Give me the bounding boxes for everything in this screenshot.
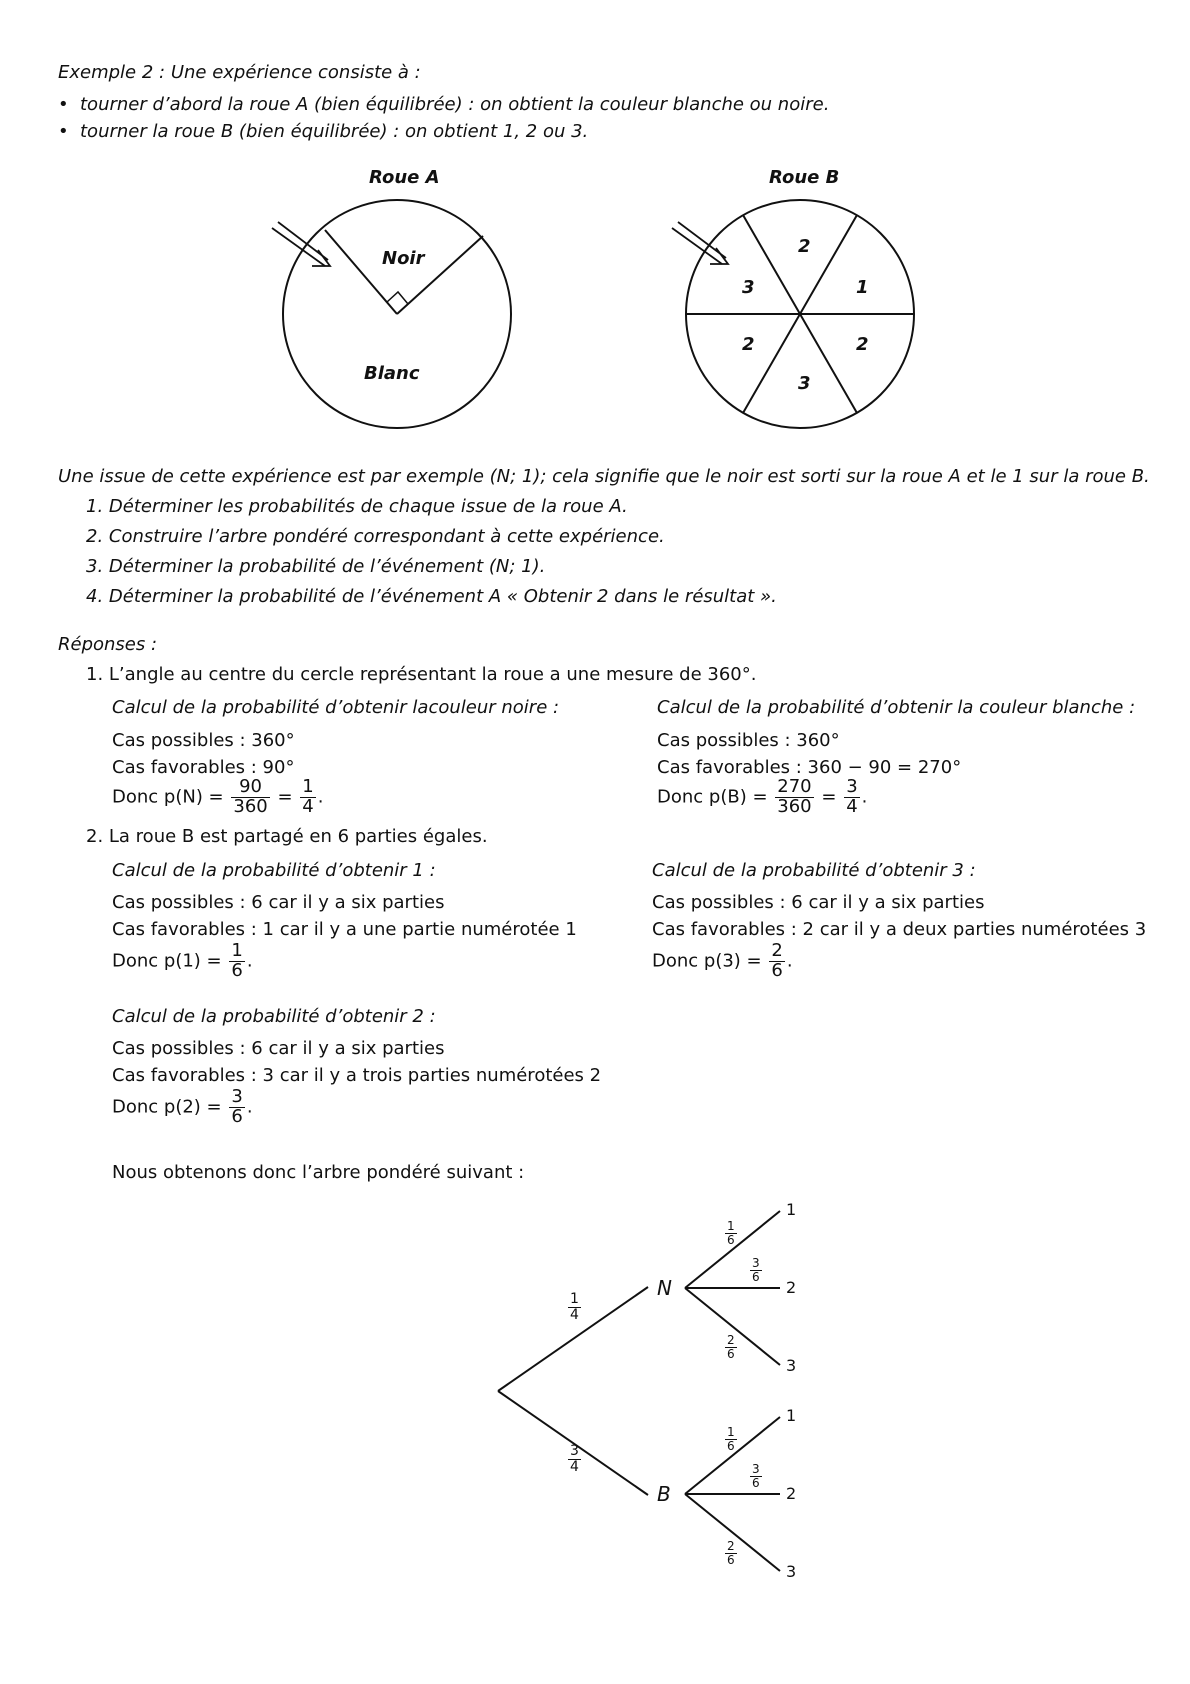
wheel-a	[272, 200, 511, 428]
blanc-donc-label: Donc p(B) =	[657, 786, 768, 808]
noir-calc-title: Calcul de la probabilité d’obtenir lacouleur noire :	[112, 697, 560, 718]
p2-calc-title: Calcul de la probabilité d’obtenir 2 :	[112, 1006, 436, 1027]
tree-b-weight-1: $\frac{1}{6}$	[727, 1425, 735, 1453]
probability-tree	[498, 1211, 780, 1571]
tree-leaf: 2	[786, 1278, 797, 1297]
wheel-a-noir-label: Noir	[382, 248, 425, 269]
p2-cas-possibles: Cas possibles : 6 car il y a six parties	[112, 1038, 445, 1059]
noir-cas-possibles: Cas possibles : 360°	[112, 730, 295, 751]
p3-fraction: $\frac{2}{6}$	[771, 940, 783, 981]
tree-leaf: 2	[786, 1484, 797, 1503]
question-3: 3. Déterminer la probabilité de l’événement (N; 1).	[86, 556, 546, 577]
wheel-b-sector-bottom: 3	[798, 373, 811, 394]
blanc-calc-title: Calcul de la probabilité d’obtenir la couleur blanche :	[657, 697, 1136, 718]
p2-cas-favorables: Cas favorables : 3 car il y a trois parties numérotées 2	[112, 1065, 602, 1086]
blanc-fraction-1: $\frac{270}{360}$	[777, 776, 812, 817]
period: .	[861, 786, 868, 808]
tree-weight-n: $\frac{1}{4}$	[570, 1291, 579, 1323]
p1-calc-title: Calcul de la probabilité d’obtenir 1 :	[112, 860, 436, 881]
p1-fraction: $\frac{1}{6}$	[231, 940, 243, 981]
noir-cas-favorables: Cas favorables : 90°	[112, 757, 295, 778]
wheel-a-title: Roue A	[369, 167, 440, 188]
period: .	[246, 950, 253, 972]
wheel-b-sector-upper-right: 1	[856, 277, 869, 298]
tree-node-n: N	[657, 1276, 672, 1300]
bullet-dot: •	[58, 94, 69, 115]
p1-cas-possibles: Cas possibles : 6 car il y a six parties	[112, 892, 445, 913]
tree-leaf: 1	[786, 1200, 797, 1219]
p3-donc	[652, 942, 793, 981]
wheel-b-title: Roue B	[769, 167, 840, 188]
wheel-b	[672, 200, 914, 428]
right-angle-mark	[387, 292, 408, 304]
tree-b-weight-3: $\frac{2}{6}$	[727, 1539, 735, 1567]
wheel-b-sector-lower-right: 2	[856, 334, 869, 355]
tree-leaf: 1	[786, 1406, 797, 1425]
blanc-fraction-2: $\frac{3}{4}$	[846, 776, 858, 817]
p3-cas-possibles: Cas possibles : 6 car il y a six parties	[652, 892, 985, 913]
tree-b-weight-2: $\frac{3}{6}$	[752, 1462, 760, 1490]
tree-node-b: B	[657, 1482, 671, 1506]
bullet-dot: •	[58, 121, 69, 142]
wheel-b-sector-upper-left: 3	[742, 277, 755, 298]
tree-leaf: 3	[786, 1562, 797, 1581]
example-title: Exemple 2 : Une expérience consiste à :	[58, 62, 421, 83]
p2-donc	[112, 1088, 253, 1127]
p1-cas-favorables: Cas favorables : 1 car il y a une partie numérotée 1	[112, 919, 577, 940]
noir-fraction-2: $\frac{1}{4}$	[302, 776, 314, 817]
tree-n-weight-2: $\frac{3}{6}$	[752, 1256, 760, 1284]
tree-n-weight-1: $\frac{1}{6}$	[727, 1219, 735, 1247]
answer-1-line: 1. L’angle au centre du cercle représentant la roue a une mesure de 360°.	[86, 664, 757, 685]
blanc-donc	[657, 778, 867, 817]
noir-donc-label: Donc p(N) =	[112, 786, 224, 808]
p1-donc	[112, 942, 253, 981]
period: .	[317, 786, 324, 808]
wheel-b-sector-top: 2	[798, 236, 811, 257]
p3-cas-favorables: Cas favorables : 2 car il y a deux parties numérotées 3	[652, 919, 1147, 940]
tree-n-weight-3: $\frac{2}{6}$	[727, 1333, 735, 1361]
question-2: 2. Construire l’arbre pondéré correspondant à cette expérience.	[86, 526, 665, 547]
question-1: 1. Déterminer les probabilités de chaque issue de la roue A.	[86, 496, 628, 517]
period: .	[786, 950, 793, 972]
p3-calc-title: Calcul de la probabilité d’obtenir 3 :	[652, 860, 976, 881]
bullet-wheel-a: tourner d’abord la roue A (bien équilibrée) : on obtient la couleur blanche ou noire.	[80, 94, 830, 115]
p2-fraction: $\frac{3}{6}$	[231, 1086, 243, 1127]
p2-donc-label: Donc p(2) =	[112, 1096, 222, 1118]
wheel-b-sector-lower-left: 2	[742, 334, 755, 355]
answers-heading: Réponses :	[58, 634, 158, 655]
tree-leaf: 3	[786, 1356, 797, 1375]
equals-sign: =	[277, 786, 293, 808]
tree-intro: Nous obtenons donc l’arbre pondéré suivant :	[112, 1162, 525, 1183]
blanc-cas-favorables: Cas favorables : 360 − 90 = 270°	[657, 757, 962, 778]
answer-2-line: 2. La roue B est partagé en 6 parties égales.	[86, 826, 488, 847]
equals-sign: =	[821, 786, 837, 808]
p1-donc-label: Donc p(1) =	[112, 950, 222, 972]
period: .	[246, 1096, 253, 1118]
noir-donc	[112, 778, 323, 817]
statement-text: Une issue de cette expérience est par exemple (N; 1); cela signifie que le noir est sorti sur la roue A et le 1 sur la roue B.	[58, 466, 1150, 487]
wheel-a-blanc-label: Blanc	[364, 363, 420, 384]
question-4: 4. Déterminer la probabilité de l’événement A « Obtenir 2 dans le résultat ».	[86, 586, 777, 607]
tree-weight-b: $\frac{3}{4}$	[570, 1443, 579, 1475]
bullet-wheel-b: tourner la roue B (bien équilibrée) : on obtient 1, 2 ou 3.	[80, 121, 589, 142]
p3-donc-label: Donc p(3) =	[652, 950, 762, 972]
noir-fraction-1: $\frac{90}{360}$	[233, 776, 268, 817]
blanc-cas-possibles: Cas possibles : 360°	[657, 730, 840, 751]
